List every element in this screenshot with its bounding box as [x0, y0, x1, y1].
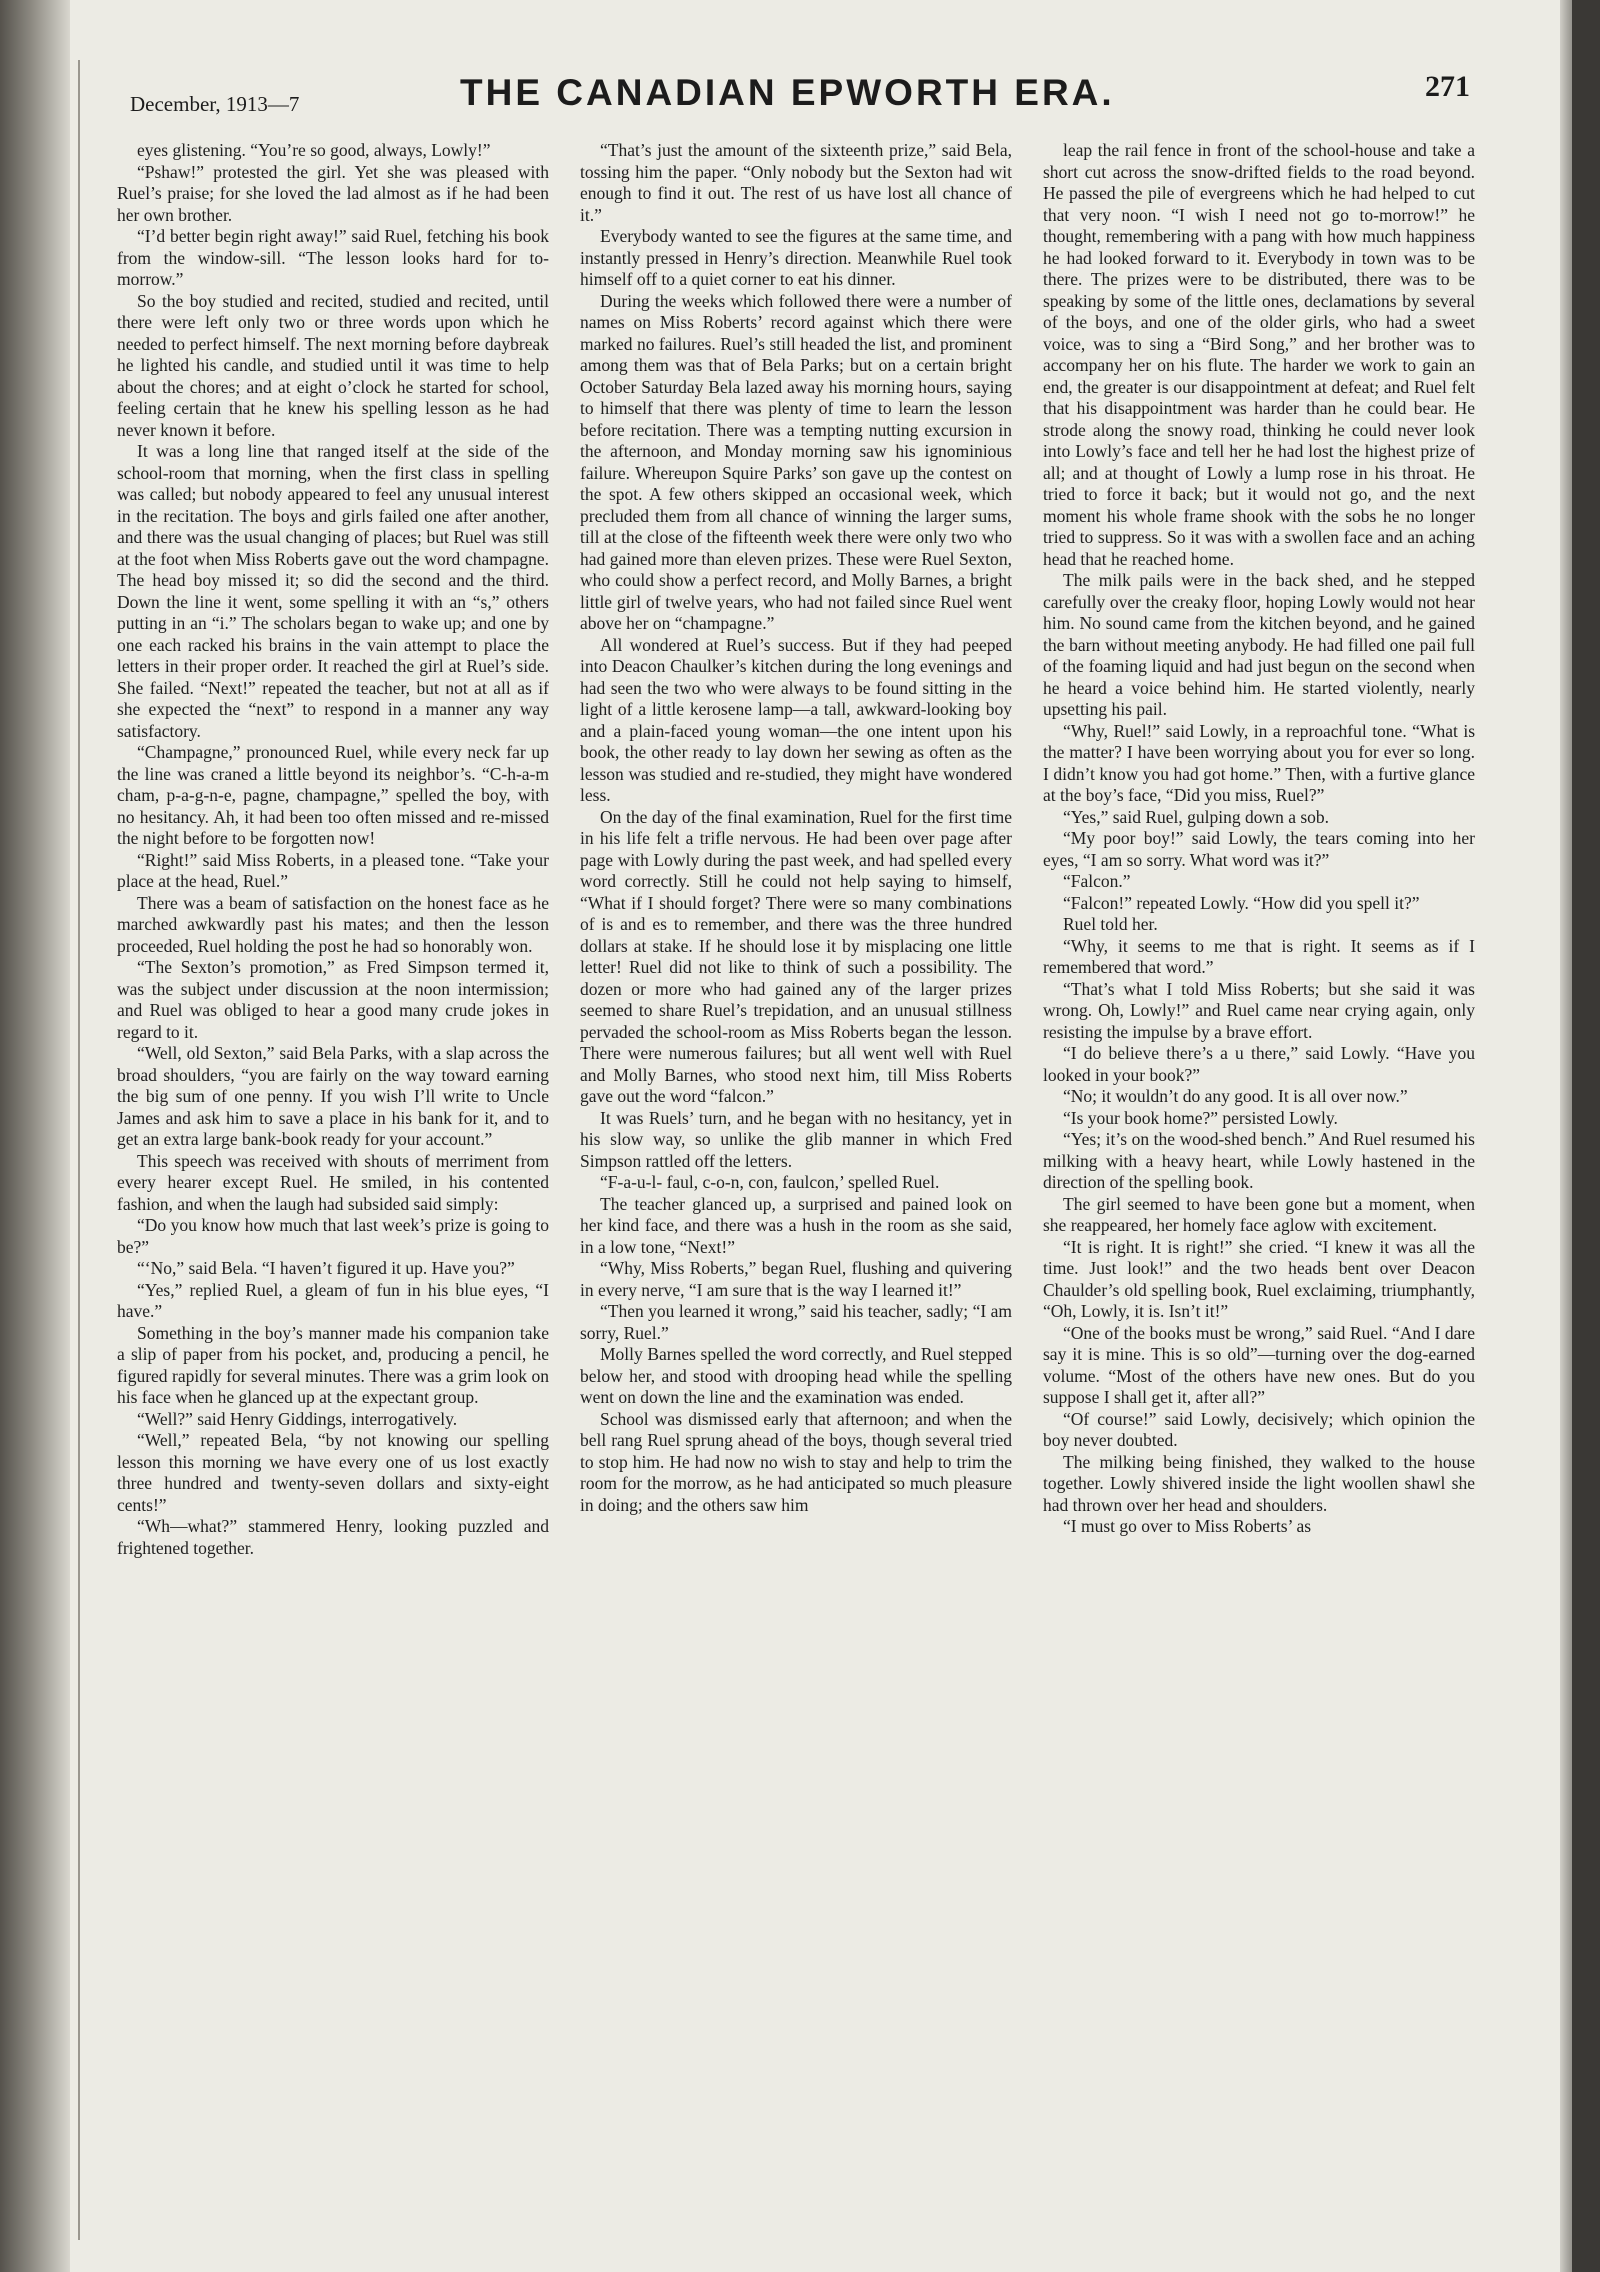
page-edge-shadow [1560, 0, 1572, 2272]
paragraph: There was a beam of satisfaction on the honest face as he marched awkwardly past his mates; and then the lesson proceeded, Ruel holding the post he had so honorably won. [117, 892, 549, 956]
paragraph: leap the rail fence in front of the school-house and take a short cut across the snow-drifted fields to the road beyond. He passed the pile of evergreens which he had helped to cut that very noon. “I wish I need not go to-morrow!” he thought, remembering with a pang with how much happiness he had looked forward to it. Everybody in town was to be there. The prizes were to be distributed, there was to be speaking by some of the little ones, declamations by several of the boys, and one of the older girls, who had a sweet voice, was to sing a “Bird Song,” and her brother was to accompany her on his flute. The harder we work to gain an end, the greater is our disappointment at defeat; and Ruel felt that his disappointment was harder than he could bear. He strode along the snowy road, thinking he could never look into Lowly’s face and tell her he had lost the highest prize of all; and at thought of Lowly a lump rose in his throat. He tried to force it back; but it would not go, and the next moment his whole frame shook with the sobs he no longer tried to suppress. So it was with a swollen face and an aching head that he reached home. [1043, 140, 1475, 569]
paragraph: “F-a-u-l- faul, c-o-n, con, faulcon,’ spelled Ruel. [600, 1172, 940, 1192]
paragraph: “One of the books must be wrong,” said Ruel. “And I dare say it is mine. This is so old”—turning over the dog-earned volume. “Most of the others have new ones. But do you suppose I shall get it, after all?” [1043, 1322, 1475, 1407]
paragraph: “That’s just the amount of the sixteenth prize,” said Bela, tossing him the paper. “Only nobody but the Sexton had wit enough to find it out. The rest of us have lost all chance of it.” [580, 140, 1012, 225]
paragraph: “Yes,” said Ruel, gulping down a sob. [1063, 806, 1330, 827]
paragraph: “Do you know how much that last week’s prize is going to be?” [117, 1215, 549, 1257]
paragraph: “Yes; it’s on the wood-shed bench.” And Ruel resumed his milking with a heavy heart, while Lowly hastened in the direction of the spelling book. [1043, 1129, 1475, 1192]
paragraph: Everybody wanted to see the figures at the same time, and instantly pressed in Henry’s direction. Meanwhile Ruel took himself off to a quiet corner to eat his dinner. [580, 226, 1012, 289]
paragraph: “Falcon!” repeated Lowly. “How did you spell it?” [1063, 892, 1420, 913]
paragraph: “Well?” said Henry Giddings, interrogatively. [137, 1408, 458, 1429]
page-number: 271 [1425, 70, 1470, 103]
paragraph: It was Ruels’ turn, and he began with no hesitancy, yet in his slow way, so unlike the glib manner in which Fred Simpson rattled off the letters. [580, 1107, 1012, 1171]
paragraph: “Why, it seems to me that is right. It seems as if I remembered that word.” [1043, 935, 1475, 977]
paragraph: “My poor boy!” said Lowly, the tears coming into her eyes, “I am so sorry. What word was it?” [1043, 828, 1475, 870]
text-column-2 [580, 140, 1012, 1516]
paragraph: Molly Barnes spelled the word correctly, and Ruel stepped below her, and stood with drooping head while the spelling went on down the line and the examination was ended. [580, 1344, 1012, 1407]
paragraph: “Wh—what?” stammered Henry, looking puzzled and frightened together. [117, 1516, 549, 1558]
paragraph: This speech was received with shouts of merriment from every hearer except Ruel. He smiled, in his contented fashion, and when the laugh had subsided said simply: [117, 1150, 549, 1214]
issue-date: December, 1913—7 [130, 92, 300, 116]
paragraph: “I must go over to Miss Roberts’ as [1063, 1516, 1312, 1536]
paragraph: “Right!” said Miss Roberts, in a pleased tone. “Take your place at the head, Ruel.” [117, 849, 549, 891]
gutter-line [78, 60, 80, 2240]
paragraph: “Well,” repeated Bela, “by not knowing our spelling lesson this morning we have every one of us lost exactly three hundred and twenty-seven dollars and sixty-eight cents!” [117, 1430, 549, 1515]
paragraph: So the boy studied and recited, studied and recited, until there were left only two or three words upon which he needed to perfect himself. The next morning before daybreak he lighted his candle, and studied until it was time to help about the chores; and at eight o’clock he started for school, feeling certain that he knew his spelling lesson as he had never known it before. [117, 290, 549, 440]
paragraph: School was dismissed early that afternoon; and when the bell rang Ruel sprung ahead of the boys, though several tried to stop him. He had now no wish to stay and help to trim the room for the morrow, as he had anticipated so much pleasure in doing; and the others saw him [580, 1408, 1012, 1515]
paragraph: “‘No,” said Bela. “I haven’t figured it up. Have you?” [137, 1258, 515, 1278]
paragraph: “I’d better begin right away!” said Ruel, fetching his book from the window-sill. “The lesson looks hard for to-morrow.” [117, 226, 549, 289]
book-spine-shadow [0, 0, 70, 2272]
paragraph: “It is right. It is right!” she cried. “I knew it was all the time. Just look!” and the two heads bent over Deacon Chaulder’s old spelling book, Ruel exclaiming, triumphantly, “Oh, Lowly, it is. Isn’t it!” [1043, 1236, 1475, 1321]
paragraph: “The Sexton’s promotion,” as Fred Simpson termed it, was the subject under discussion at the noon intermission; and Ruel was obliged to hear a good many crude jokes in regard to it. [117, 957, 549, 1042]
paragraph: “Well, old Sexton,” said Bela Parks, with a slap across the broad shoulders, “you are fairly on the way toward earning the big sum of one penny. If you wish I’ll write to Uncle James and ask him to save a place in his bank for it, and to get an extra large bank-book ready for your account.” [117, 1043, 549, 1149]
paragraph: The girl seemed to have been gone but a moment, when she reappeared, her homely face aglow with excitement. [1043, 1193, 1475, 1235]
paragraph: On the day of the final examination, Ruel for the first time in his life felt a trifle nervous. He had been over page after page with Lowly during the past week, and had spelled every word correctly. Still he could not help saying to himself, “What if I should forget? There were so many combinations of is and es to remember, and there was the three hundred dollars at stake. If he should lose it by misplacing one little letter! Ruel did not like to think of such a possibility. The dozen or more who had gained any of the larger prizes seemed to share Ruel’s trepidation, and an unusual stillness pervaded the school-room as Miss Roberts began the lesson. There were numerous failures; but all went well with Ruel and Molly Barnes, who stood next him, till Miss Roberts gave out the word “falcon.” [580, 806, 1012, 1106]
text-column-1 [117, 140, 549, 1559]
paragraph: The milking being finished, they walked to the house together. Lowly shivered inside the light woollen shawl she had thrown over her head and shoulders. [1043, 1451, 1475, 1515]
paragraph: “Yes,” replied Ruel, a gleam of fun in his blue eyes, “I have.” [117, 1279, 549, 1321]
paragraph: “Champagne,” pronounced Ruel, while every neck far up the line was craned a little beyond its neighbor’s. “C-h-a-m cham, p-a-g-n-e, pagne, champagne,” spelled the boy, with no hesitancy. Ah, it had been too often missed and re-missed the night before to be forgotten now! [117, 742, 549, 848]
paragraph: “Why, Miss Roberts,” began Ruel, flushing and quivering in every nerve, “I am sure that is the way I learned it!” [580, 1258, 1012, 1300]
paragraph: “Falcon.” [1063, 871, 1131, 891]
paragraph: The milk pails were in the back shed, and he stepped carefully over the creaky floor, hoping Lowly would not hear him. No sound came from the kitchen beyond, and he gained the barn without meeting anybody. He had filled one pail full of the foaming liquid and had just begun on the second when he heard a voice behind him. He started violently, nearly upsetting his pail. [1043, 570, 1475, 719]
paragraph: All wondered at Ruel’s success. But if they had peeped into Deacon Chaulker’s kitchen during the long evenings and had seen the two who were always to be found sitting in the light of a little kerosene lamp—a tall, awkward-looking boy and a plain-faced young woman—the one intent upon his book, the other ready to lay down her sewing as often as the lesson was studied and re-studied, they might have wondered less. [580, 634, 1012, 805]
paragraph: During the weeks which followed there were a number of names on Miss Roberts’ record against which there were marked no failures. Ruel’s still headed the list, and prominent among them was that of Bela Parks; but on a certain bright October Saturday Bela lazed away his morning hours, saying to himself that there was plenty of time to learn the lesson before recitation. There was a tempting nutting excursion in the afternoon, and Monday morning saw his ignominious failure. Whereupon Squire Parks’ son gave up the contest on the spot. A few others skipped an occasional week, which precluded them from all chance of winning the larger sums, till at the close of the fifteenth week there were only two who had gained more than eleven prizes. These were Ruel Sexton, who could show a perfect record, and Molly Barnes, a bright little girl of twelve years, who had not failed since Ruel went above her on “champagne.” [580, 290, 1012, 633]
paragraph: “Pshaw!” protested the girl. Yet she was pleased with Ruel’s praise; for she loved the lad almost as if he had been her own brother. [117, 161, 549, 225]
paragraph: The teacher glanced up, a surprised and pained look on her kind face, and there was a hush in the room as she said, in a low tone, “Next!” [580, 1193, 1012, 1257]
paragraph: “I do believe there’s a u there,” said Lowly. “Have you looked in your book?” [1043, 1043, 1475, 1085]
paragraph: “Is your book home?” persisted Lowly. [1063, 1107, 1338, 1128]
paragraph: “That’s what I told Miss Roberts; but she said it was wrong. Oh, Lowly!” and Ruel came near crying again, only resisting the impulse by a brave effort. [1043, 978, 1475, 1042]
paragraph: Ruel told her. [1063, 914, 1158, 934]
paragraph: It was a long line that ranged itself at the side of the school-room that morning, when the first class in spelling was called; but nobody appeared to feel any unusual interest in the recitation. The boys and girls failed one after another, and there was the usual changing of places; but Ruel was still at the foot when Miss Roberts gave out the word champagne. The head boy missed it; so did the second and the third. Down the line it went, some spelling it with an “s,” others putting in an “i.” The scholars began to wake up; and one by one each racked his brains in the vain attempt to place the letters in their proper order. It reached the girl at Ruel’s side. She failed. “Next!” repeated the teacher, but not at all as if she expected the “next” to respond in a manner any way satisfactory. [117, 441, 549, 741]
paragraph: eyes glistening. “You’re so good, always, Lowly!” [137, 140, 491, 160]
text-column-3 [1043, 140, 1475, 1538]
paragraph: “Of course!” said Lowly, decisively; which opinion the boy never doubted. [1043, 1408, 1475, 1450]
paragraph: “No; it wouldn’t do any good. It is all over now.” [1063, 1086, 1408, 1106]
page-header [130, 68, 1470, 120]
paragraph: “Why, Ruel!” said Lowly, in a reproachful tone. “What is the matter? I have been worrying about you for ever so long. I didn’t know you had got home.” Then, with a furtive glance at the boy’s face, “Did you miss, Ruel?” [1043, 720, 1475, 805]
paragraph: Something in the boy’s manner made his companion take a slip of paper from his pocket, and, producing a pencil, he figured rapidly for several minutes. There was a grim look on his face when he glanced up at the expectant group. [117, 1322, 549, 1407]
publication-title: THE CANADIAN EPWORTH ERA. [460, 72, 1115, 113]
paragraph: “Then you learned it wrong,” said his teacher, sadly; “I am sorry, Ruel.” [580, 1301, 1012, 1343]
